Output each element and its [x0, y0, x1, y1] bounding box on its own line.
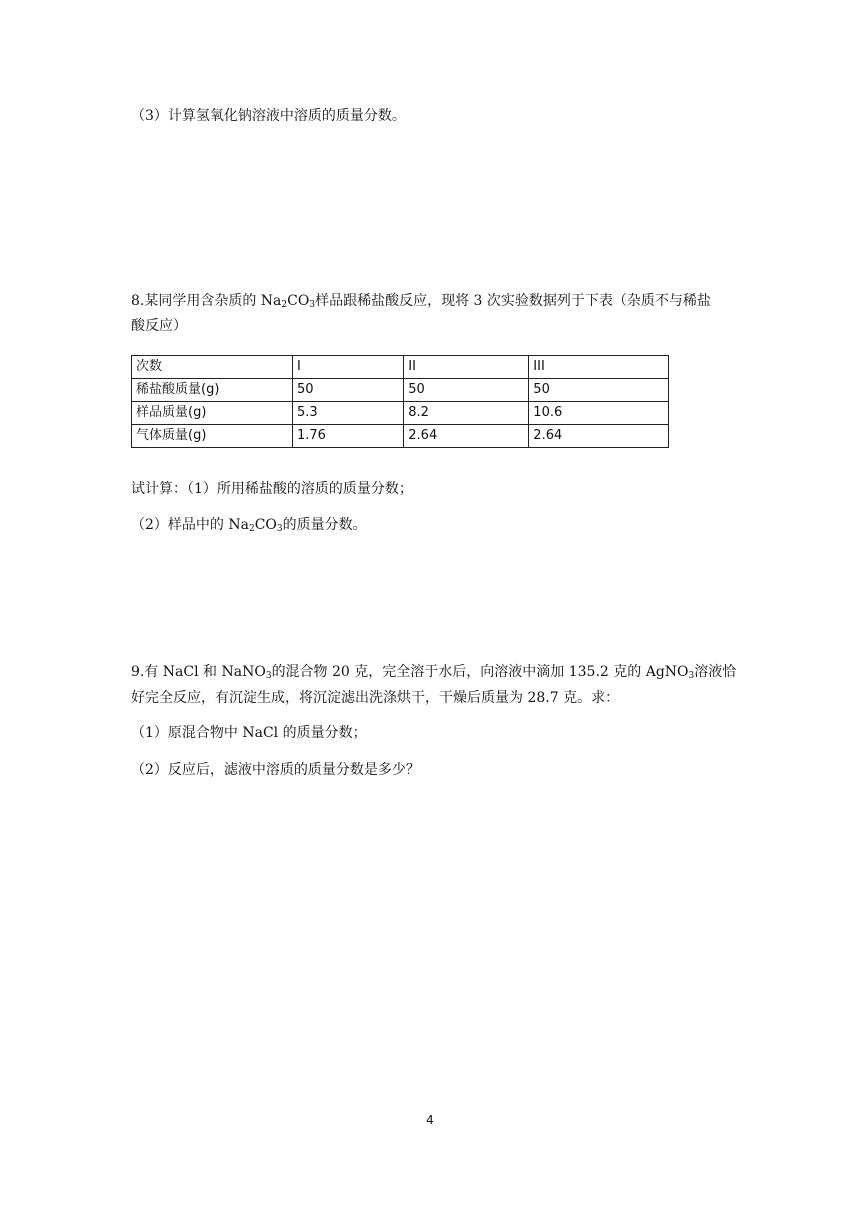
table-cell: 气体质量(g): [132, 425, 293, 448]
formula-text: CO: [254, 517, 277, 533]
table-cell: 10.6: [529, 402, 669, 425]
table-row: [132, 379, 669, 402]
table-cell: 稀盐酸质量(g): [132, 379, 293, 402]
q7-part3-text: （3）计算氢氧化钠溶液中溶质的质量分数。: [131, 108, 406, 124]
q8-stem-text-b: 样品跟稀盐酸反应，现将 3 次实验数据列于下表（杂质不与稀盐: [315, 293, 711, 309]
table-cell: 50: [292, 379, 403, 402]
table-cell: 50: [529, 379, 669, 402]
table-header-cell: I: [292, 356, 403, 379]
q8-calc-part1: 试计算：（1）所用稀盐酸的溶质的质量分数；: [131, 481, 413, 497]
table-cell: 样品质量(g): [132, 402, 293, 425]
subscript: 2: [248, 524, 255, 534]
table-header-cell: 次数: [132, 356, 293, 379]
experiment-data-table: [131, 355, 669, 448]
subscript: 2: [281, 300, 288, 310]
q9-stem-text-c: 溶液恰: [694, 664, 737, 680]
table-cell: 5.3: [292, 402, 403, 425]
table-row: [132, 425, 669, 448]
subscript: 3: [265, 671, 272, 681]
q8-part2-text-b: 的质量分数。: [282, 517, 367, 533]
q9-stem-line2: 好完全反应，有沉淀生成，将沉淀滤出洗涤烘干，干燥后质量为 28.7 克。求：: [131, 690, 620, 706]
q8-stem-line2: 酸反应）: [131, 318, 187, 334]
table-cell: 2.64: [529, 425, 669, 448]
q9-stem-text-b: 的混合物 20 克，完全溶于水后，向溶液中滴加 135.2 克的 AgNO: [271, 664, 689, 680]
subscript: 3: [688, 671, 695, 681]
page-number: 4: [426, 1113, 434, 1127]
q8-part2-text-a: （2）样品中的 Na: [131, 517, 249, 533]
q9-stem-text-a: 9.有 NaCl 和 NaNO: [131, 664, 266, 680]
table-header-cell: II: [404, 356, 529, 379]
q9-stem-line1: [131, 662, 736, 682]
subscript: 3: [309, 300, 316, 310]
table-header-row: [132, 356, 669, 379]
table-cell: 8.2: [404, 402, 529, 425]
subscript: 3: [276, 524, 283, 534]
q9-part1: （1）原混合物中 NaCl 的质量分数；: [131, 725, 367, 741]
formula-text: CO: [287, 293, 310, 309]
table-cell: 1.76: [292, 425, 403, 448]
table-row: [132, 402, 669, 425]
q8-stem-line1: [131, 291, 711, 311]
table-header-cell: III: [529, 356, 669, 379]
q9-part2: （2）反应后，滤液中溶质的质量分数是多少？: [131, 762, 420, 778]
q8-stem-text-a: 8.某同学用含杂质的 Na: [131, 293, 282, 309]
table-cell: 50: [404, 379, 529, 402]
q8-calc-part2: [131, 515, 367, 535]
table-cell: 2.64: [404, 425, 529, 448]
